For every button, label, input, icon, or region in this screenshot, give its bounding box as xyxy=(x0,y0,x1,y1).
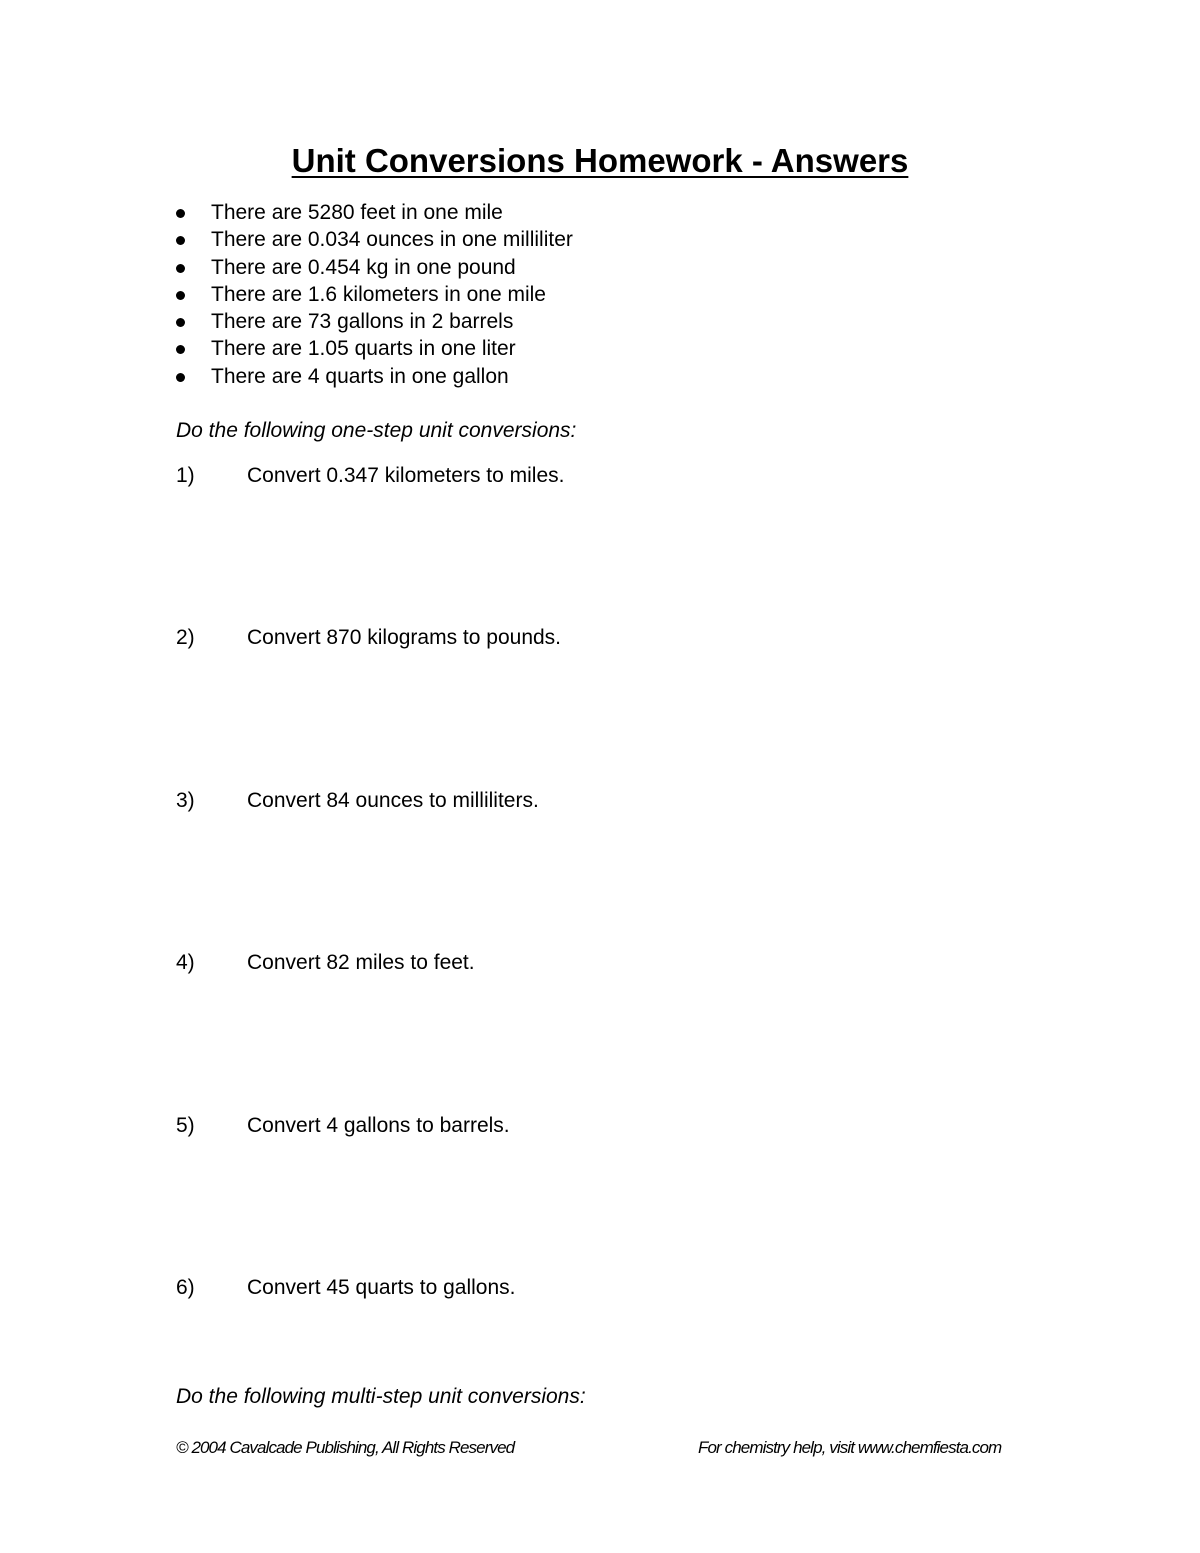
question-text: Convert 870 kilograms to pounds. xyxy=(247,626,562,649)
question-text: Convert 82 miles to feet. xyxy=(247,951,475,974)
list-item xyxy=(175,281,573,308)
question-4 xyxy=(176,949,475,976)
bullet-icon xyxy=(176,318,185,327)
fact-text: There are 0.454 kg in one pound xyxy=(211,255,516,279)
question-6 xyxy=(176,1274,516,1301)
bullet-icon xyxy=(176,236,185,245)
question-text: Convert 0.347 kilometers to miles. xyxy=(247,464,565,487)
one-step-heading: Do the following one-step unit conversions: xyxy=(176,419,577,442)
list-item xyxy=(175,254,573,281)
question-text: Convert 45 quarts to gallons. xyxy=(247,1276,516,1299)
list-item xyxy=(175,226,573,253)
fact-text: There are 1.6 kilometers in one mile xyxy=(211,282,546,306)
fact-text: There are 73 gallons in 2 barrels xyxy=(211,310,514,334)
question-1 xyxy=(176,462,564,489)
bullet-icon xyxy=(176,345,185,354)
question-number: 6) xyxy=(176,1276,195,1299)
question-number: 2) xyxy=(176,626,195,649)
bullet-icon xyxy=(176,373,185,382)
question-text: Convert 84 ounces to milliliters. xyxy=(247,789,539,812)
question-2 xyxy=(176,624,561,651)
list-item xyxy=(175,335,573,362)
question-number: 1) xyxy=(176,464,195,487)
question-3 xyxy=(176,787,539,814)
question-text: Convert 4 gallons to barrels. xyxy=(247,1114,510,1137)
fact-text: There are 1.05 quarts in one liter xyxy=(211,337,516,361)
list-item xyxy=(175,199,573,226)
bullet-icon xyxy=(176,291,185,300)
page-title: Unit Conversions Homework - Answers xyxy=(291,142,909,179)
question-5 xyxy=(176,1112,510,1139)
bullet-icon xyxy=(176,264,185,273)
question-number: 5) xyxy=(176,1114,195,1137)
fact-text: There are 4 quarts in one gallon xyxy=(211,364,509,388)
bullet-icon xyxy=(176,209,185,218)
copyright-notice: © 2004 Cavalcade Publishing, All Rights Reserved xyxy=(176,1438,515,1457)
conversion-facts-list xyxy=(175,199,573,390)
fact-text: There are 5280 feet in one mile xyxy=(211,201,503,224)
multi-step-heading: Do the following multi-step unit conversions: xyxy=(176,1385,586,1408)
help-link-text: For chemistry help, visit www.chemfiesta.com xyxy=(698,1438,1002,1457)
fact-text: There are 0.034 ounces in one milliliter xyxy=(211,228,573,252)
list-item xyxy=(175,363,573,390)
question-number: 4) xyxy=(176,951,195,974)
list-item xyxy=(175,308,573,335)
question-number: 3) xyxy=(176,789,195,812)
